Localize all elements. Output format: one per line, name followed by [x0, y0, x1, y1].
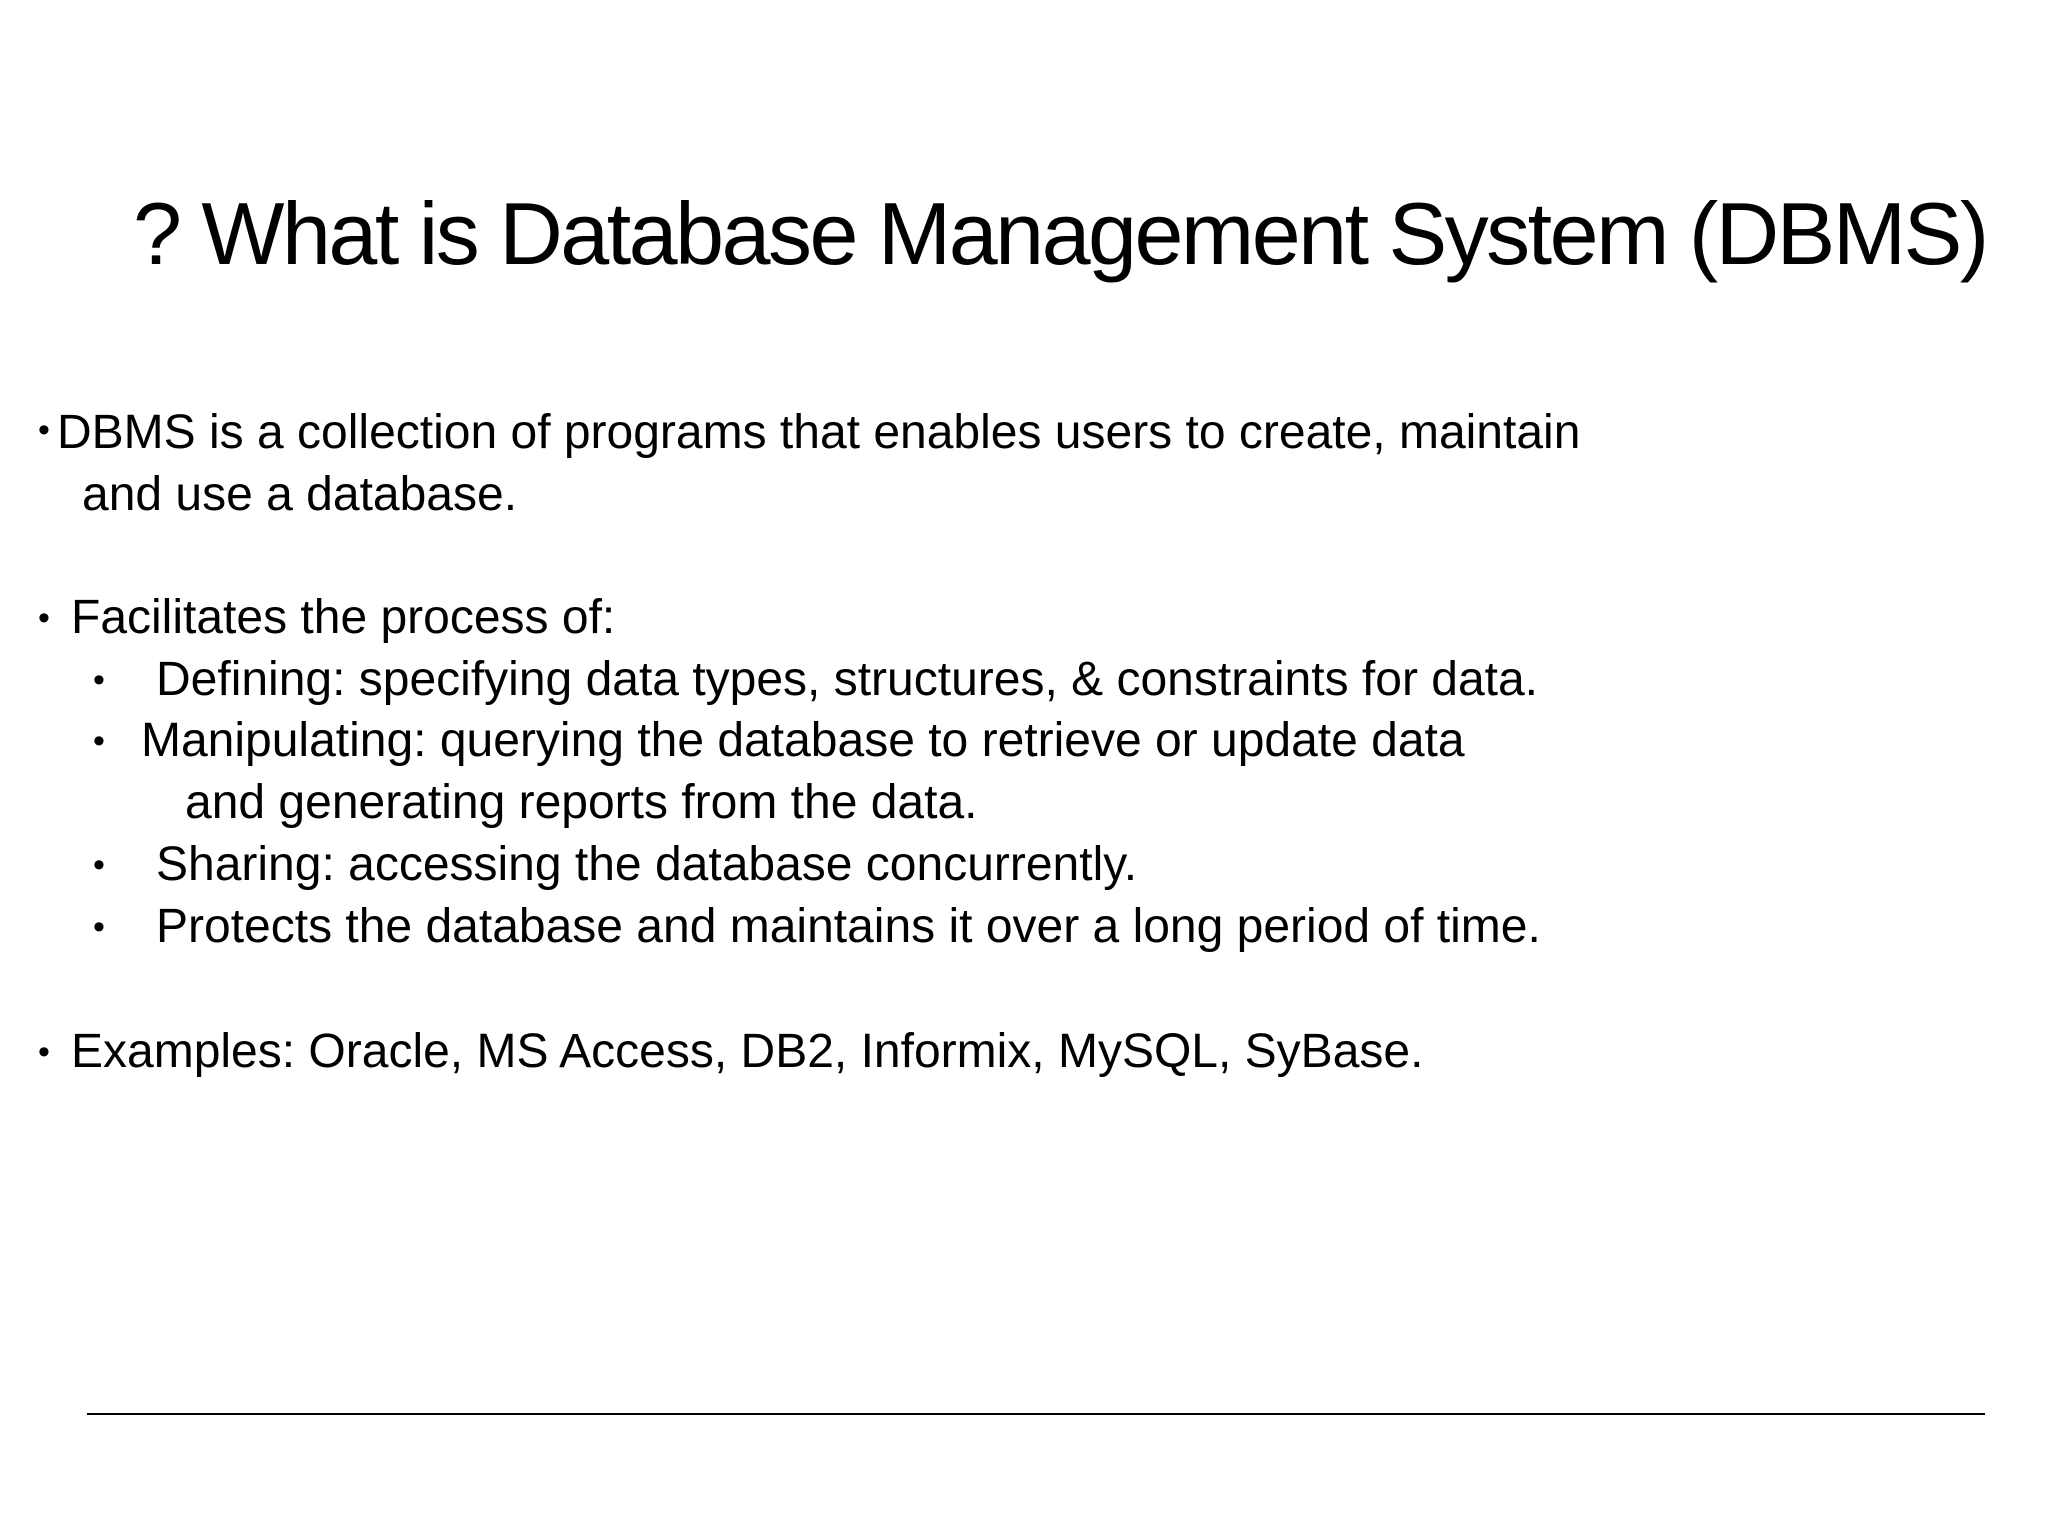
facilitates-item-manipulating: Manipulating: querying the database to retrieve or update data	[141, 714, 1465, 767]
facilitates-item-defining: Defining: specifying data types, structures, & constraints for data.	[156, 653, 1539, 706]
sub-bullet-marker: •	[93, 722, 105, 760]
footer-divider	[87, 1413, 1985, 1415]
slide-title: ? What is Database Management System (DBMS)	[133, 184, 1987, 283]
intro-line-1: DBMS is a collection of programs that enables users to create, maintain	[57, 406, 1581, 459]
bullet-marker: •	[38, 599, 50, 637]
facilitates-item-sharing: Sharing: accessing the database concurrently.	[156, 838, 1138, 891]
sub-bullet-marker: •	[93, 908, 105, 946]
examples-line: Examples: Oracle, MS Access, DB2, Informix, MySQL, SyBase.	[71, 1025, 1424, 1078]
facilitates-item-protects: Protects the database and maintains it over a long period of time.	[156, 900, 1541, 953]
bullet-marker: •	[38, 411, 50, 449]
sub-bullet-marker: •	[93, 661, 105, 699]
bullet-marker: •	[38, 1033, 50, 1071]
facilitates-heading: Facilitates the process of:	[71, 591, 616, 644]
facilitates-item-manipulating-cont: and generating reports from the data.	[185, 776, 978, 829]
intro-line-2: and use a database.	[82, 468, 518, 521]
sub-bullet-marker: •	[93, 846, 105, 884]
